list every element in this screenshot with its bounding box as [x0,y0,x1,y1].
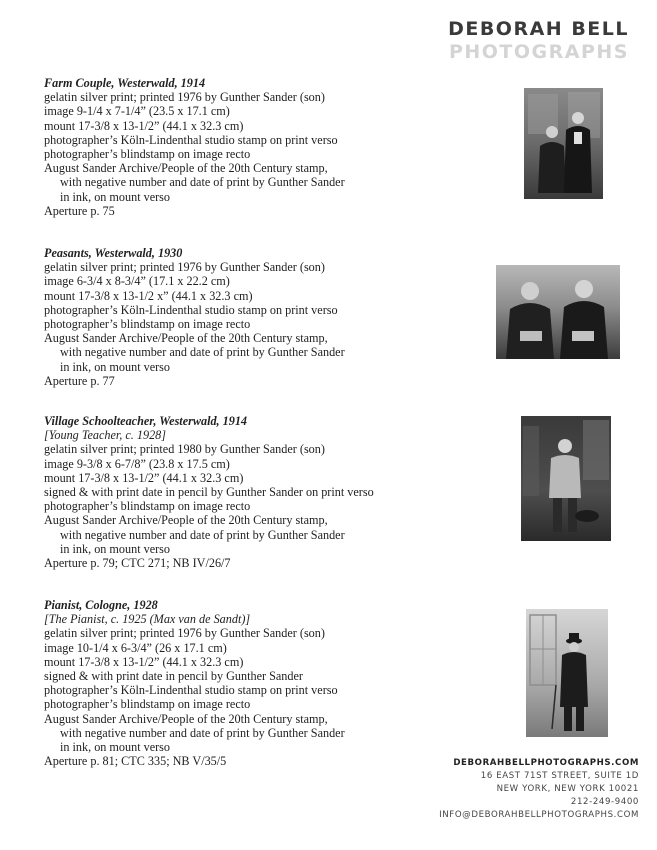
entry-reference: Aperture p. 75 [44,203,115,218]
entry-line: photographer’s blindstamp on image recto [44,499,251,514]
entry-line: gelatin silver print; printed 1976 by Gunther Sander (son) [44,626,325,641]
entry-line: in ink, on mount verso [60,359,171,374]
entry-line: mount 17-3/8 x 13-1/2 x” (44.1 x 32.3 cm) [44,288,253,303]
contact-email[interactable]: INFO@DEBORAHBELLPHOTOGRAPHS.COM [439,810,639,820]
catalog-entry [44,414,464,570]
catalog-entry [44,598,464,768]
entry-line: August Sander Archive/People of the 20th Century stamp, [44,331,328,346]
entry-line: in ink, on mount verso [60,541,171,556]
contact-block [439,757,639,822]
photo-village-schoolteacher [521,416,611,541]
entry-reference: Aperture p. 81; CTC 335; NB V/35/5 [44,754,227,769]
contact-address-line1: 16 EAST 71ST STREET, SUITE 1D [480,771,639,781]
photo-peasants [496,265,620,359]
entry-line: August Sander Archive/People of the 20th Century stamp, [44,711,328,726]
entry-line: photographer’s blindstamp on image recto [44,317,251,332]
entry-line: image 6-3/4 x 8-3/4” (17.1 x 22.2 cm) [44,274,230,289]
entry-reference: Aperture p. 79; CTC 271; NB IV/26/7 [44,556,231,571]
entry-title: Village Schoolteacher, Westerwald, 1914 [44,414,248,428]
entry-line: with negative number and date of print by Gunther Sander [60,725,345,740]
brand-logo [448,20,629,62]
brand-name-line2: PHOTOGRAPHS [448,41,629,63]
brand-name-line1: DEBORAH BELL [448,18,629,40]
contact-website[interactable]: DEBORAHBELLPHOTOGRAPHS.COM [453,758,639,768]
entry-line: gelatin silver print; printed 1976 by Gunther Sander (son) [44,260,325,275]
photo-farm-couple [524,88,603,199]
entry-line: photographer’s blindstamp on image recto [44,697,251,712]
entry-line: gelatin silver print; printed 1976 by Gunther Sander (son) [44,90,325,105]
entry-line: with negative number and date of print by Gunther Sander [60,527,345,542]
catalog-entry [44,76,464,218]
entry-line: August Sander Archive/People of the 20th Century stamp, [44,513,328,528]
entry-line: photographer’s Köln-Lindenthal studio stamp on print verso [44,683,338,698]
photo-pianist [526,609,608,737]
entry-title: Peasants, Westerwald, 1930 [44,246,183,260]
entry-title: Farm Couple, Westerwald, 1914 [44,76,206,90]
entry-line: mount 17-3/8 x 13-1/2” (44.1 x 32.3 cm) [44,654,244,669]
entry-alt-title: [Young Teacher, c. 1928] [44,428,167,443]
entry-line: with negative number and date of print by Gunther Sander [60,175,345,190]
entry-line: photographer’s blindstamp on image recto [44,147,251,162]
entry-line: signed & with print date in pencil by Gunther Sander [44,669,303,684]
entry-line: August Sander Archive/People of the 20th Century stamp, [44,161,328,176]
entry-line: in ink, on mount verso [60,189,171,204]
entry-reference: Aperture p. 77 [44,373,115,388]
entry-title: Pianist, Cologne, 1928 [44,598,158,612]
entry-line: signed & with print date in pencil by Gunther Sander on print verso [44,485,374,500]
entry-line: image 9-3/8 x 6-7/8” (23.8 x 17.5 cm) [44,456,230,471]
entry-line: image 10-1/4 x 6-3/4” (26 x 17.1 cm) [44,640,227,655]
contact-address-line2: NEW YORK, NEW YORK 10021 [496,784,639,794]
entry-alt-title: [The Pianist, c. 1925 (Max van de Sandt)] [44,612,251,627]
entry-line: photographer’s Köln-Lindenthal studio stamp on print verso [44,302,338,317]
entry-line: gelatin silver print; printed 1980 by Gunther Sander (son) [44,442,325,457]
entry-line: with negative number and date of print by Gunther Sander [60,345,345,360]
contact-phone: 212-249-9400 [570,797,639,807]
catalog-entry [44,246,464,388]
entry-line: image 9-1/4 x 7-1/4” (23.5 x 17.1 cm) [44,104,230,119]
entry-line: mount 17-3/8 x 13-1/2” (44.1 x 32.3 cm) [44,470,244,485]
entry-line: mount 17-3/8 x 13-1/2” (44.1 x 32.3 cm) [44,118,244,133]
entry-line: photographer’s Köln-Lindenthal studio stamp on print verso [44,132,338,147]
entry-line: in ink, on mount verso [60,740,171,755]
